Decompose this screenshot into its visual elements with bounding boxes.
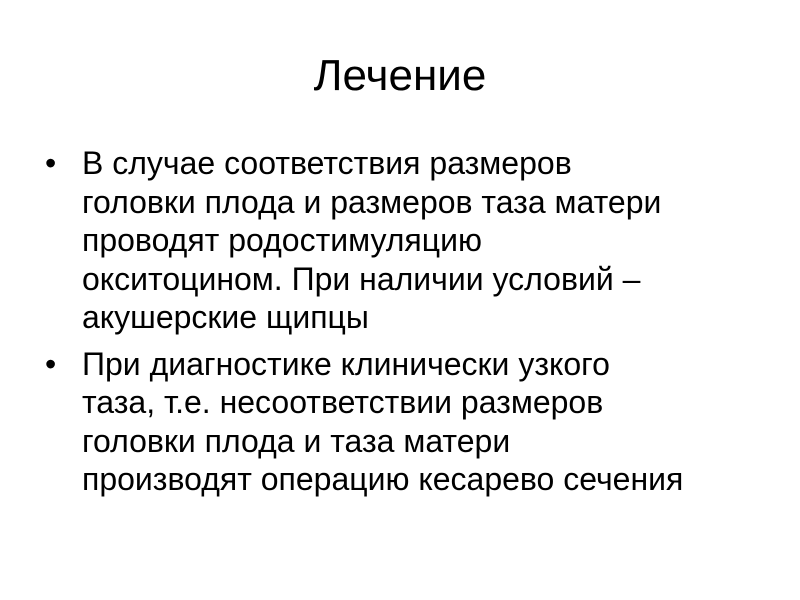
text-line: проводят родостимуляцию [82, 222, 482, 258]
bullet-text [82, 144, 760, 337]
text-line: головки плода и размеров таза матери [82, 183, 662, 220]
text-line: окситоцином. При наличии условий – [82, 260, 641, 297]
bullet-icon: • [45, 345, 57, 382]
text-line: таза, т.е. несоответствии размеров [82, 384, 604, 420]
text-line: В случае соответствия размеров [82, 145, 572, 181]
slide-title: Лечение [313, 51, 487, 100]
bullet-item-1 [45, 144, 760, 337]
bullet-item-2 [45, 345, 760, 499]
text-line: акушерские щипцы [82, 299, 369, 335]
bullet-icon: • [45, 145, 57, 181]
text-line: При диагностике клинически узкого [82, 345, 610, 382]
bullet-list [45, 144, 760, 507]
text-line: производят операцию кесарево сечения [82, 461, 684, 497]
text-line: головки плода и таза матери [82, 422, 511, 459]
bullet-text [82, 345, 760, 499]
